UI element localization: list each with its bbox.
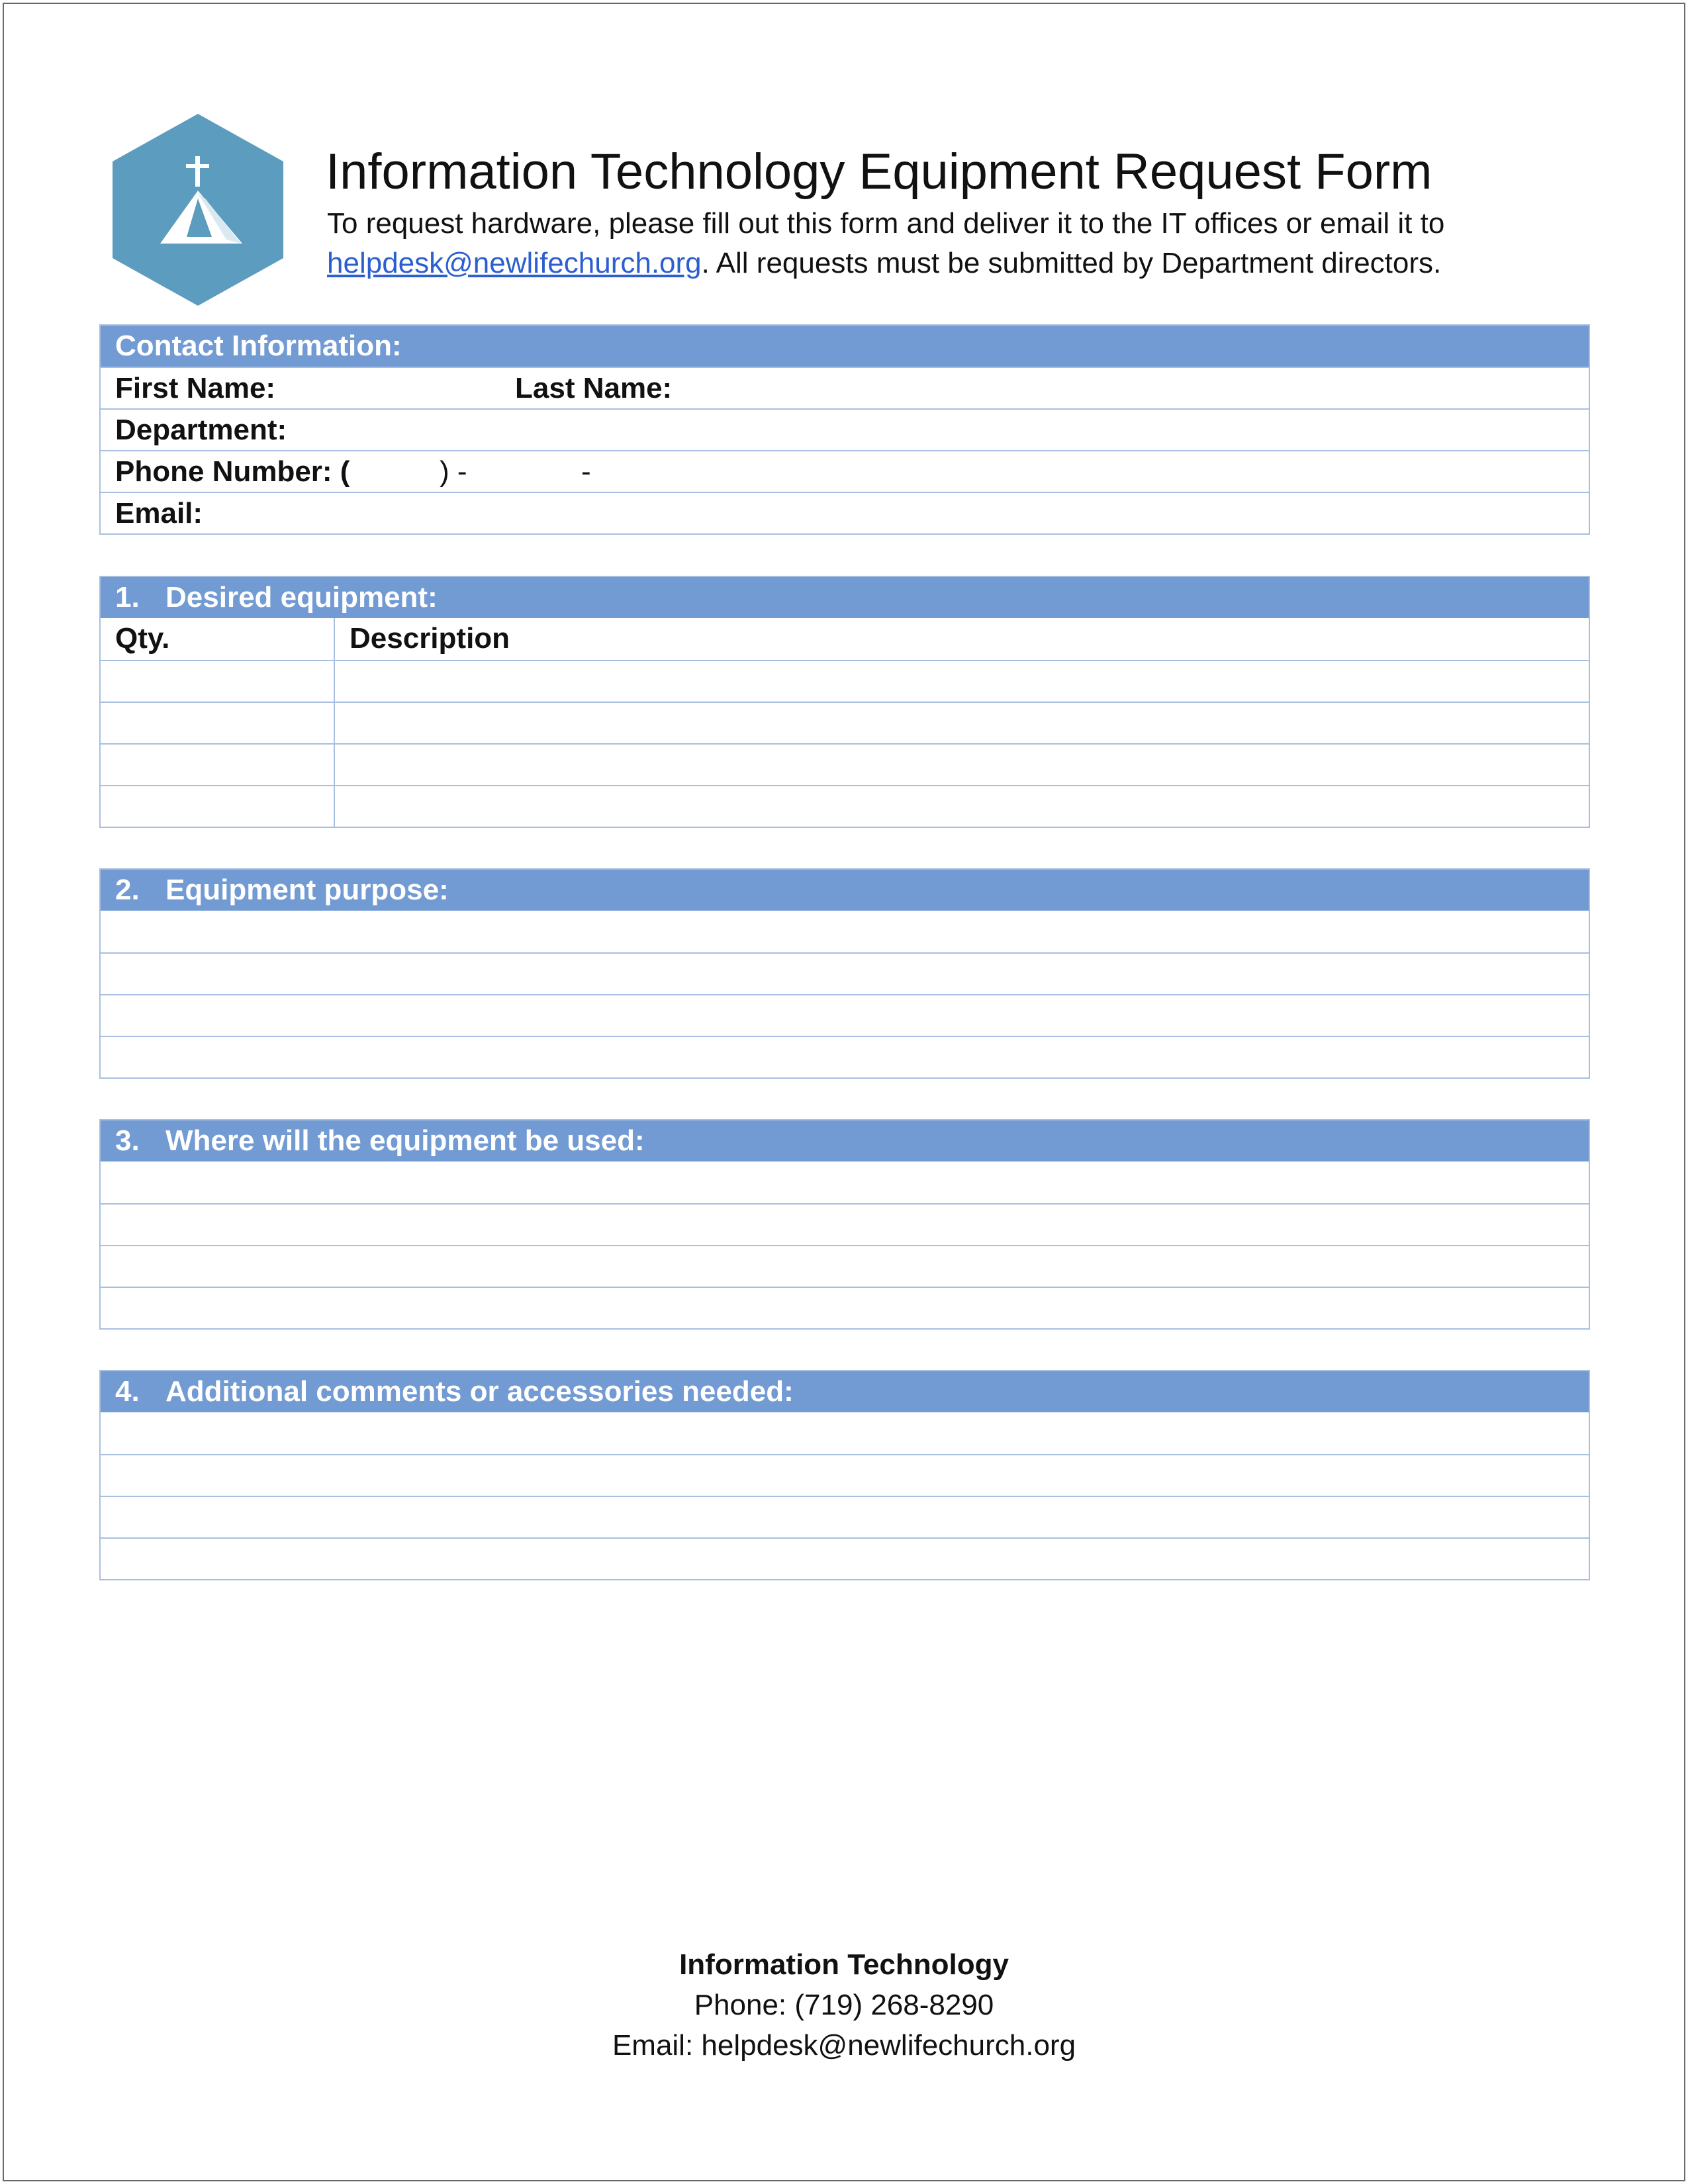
phone-row[interactable] [101,450,1589,492]
location-line[interactable] [101,1245,1589,1287]
footer-phone: Phone: (719) 268-8290 [694,1989,994,2021]
section-number: 1. [115,581,140,614]
location-line[interactable] [101,1203,1589,1245]
description-cell[interactable] [335,786,1589,827]
contact-section-header: Contact Information: [101,326,1589,367]
purpose-section-header [101,870,1589,911]
qty-column-header: Qty. [101,618,335,660]
section-title: Additional comments or accessories needed: [165,1375,794,1408]
section-number: 4. [115,1375,140,1408]
location-line[interactable] [101,1161,1589,1203]
qty-cell[interactable] [101,703,335,743]
department-row[interactable] [101,408,1589,450]
comments-line[interactable] [101,1454,1589,1496]
purpose-line[interactable] [101,1036,1589,1077]
comments-line[interactable] [101,1496,1589,1537]
equipment-row[interactable] [101,702,1589,743]
section-number: 3. [115,1124,140,1157]
description-cell[interactable] [335,661,1589,702]
intro-text-start: To request hardware, please fill out this form and deliver it to the IT offices or email it to [327,207,1445,240]
description-column-header: Description [350,622,510,655]
equipment-purpose-section [99,868,1590,1079]
additional-comments-section [99,1370,1590,1580]
department-label: Department: [115,414,287,446]
comments-line[interactable] [101,1537,1589,1579]
description-cell[interactable] [335,703,1589,743]
purpose-line[interactable] [101,911,1589,952]
description-cell[interactable] [335,745,1589,785]
equipment-row[interactable] [101,660,1589,702]
section-number: 2. [115,874,140,906]
equipment-location-section [99,1119,1590,1330]
page-title: Information Technology Equipment Request Form [326,144,1432,200]
qty-cell[interactable] [101,661,335,702]
intro-text-end: . All requests must be submitted by Department directors. [701,247,1442,279]
purpose-line[interactable] [101,952,1589,994]
helpdesk-email-link[interactable]: helpdesk@newlifechurch.org [327,247,702,279]
section-title: Desired equipment: [165,581,438,614]
section-title: Where will the equipment be used: [165,1124,645,1157]
equipment-section-header [101,577,1589,618]
footer-email: Email: helpdesk@newlifechurch.org [612,2029,1076,2062]
name-row[interactable] [101,367,1589,408]
comments-section-header [101,1371,1589,1412]
section-title: Equipment purpose: [165,874,449,906]
desired-equipment-section [99,576,1590,828]
location-section-header [101,1120,1589,1161]
contact-information-section [99,324,1590,535]
footer [0,1944,1688,2066]
location-line[interactable] [101,1287,1589,1328]
equipment-row[interactable] [101,785,1589,827]
intro-text [327,204,1598,283]
equipment-row[interactable] [101,743,1589,785]
qty-cell[interactable] [101,745,335,785]
phone-separator: ) - [440,455,467,488]
email-label: Email: [115,497,203,529]
purpose-line[interactable] [101,994,1589,1036]
footer-department: Information Technology [679,1948,1009,1981]
email-row[interactable] [101,492,1589,533]
equipment-column-headers [101,618,1589,660]
last-name-label: Last Name: [515,372,673,404]
first-name-label: First Name: [115,372,276,404]
qty-cell[interactable] [101,786,335,827]
comments-line[interactable] [101,1412,1589,1454]
phone-dash: - [581,455,591,488]
phone-label: Phone Number: ( [115,455,350,488]
church-logo-icon [113,114,283,306]
